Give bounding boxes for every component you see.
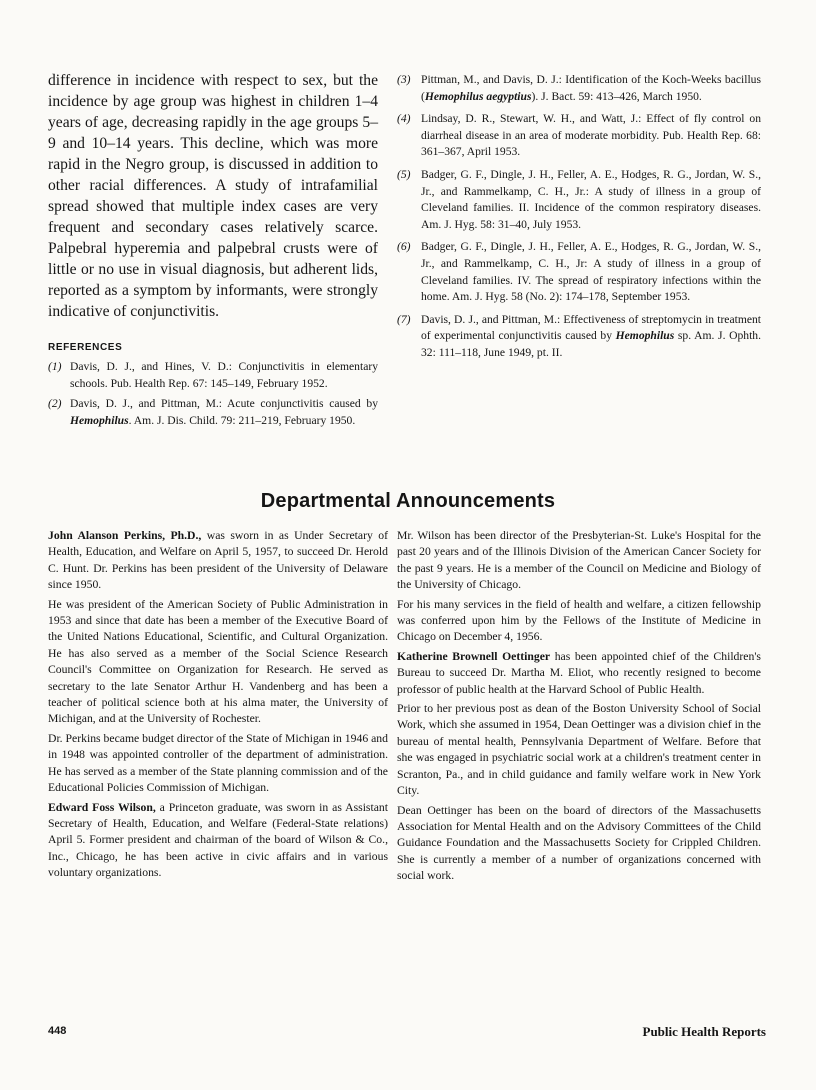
- reference-item: [397, 111, 761, 161]
- announcement-person-name: John Alanson Perkins, Ph.D.,: [48, 529, 202, 542]
- reference-text: [421, 167, 761, 233]
- top-left-column: [48, 70, 378, 433]
- reference-citation-end: ). J. Bact. 59: 413–426, March 1950.: [531, 89, 702, 103]
- journal-name: Public Health Reports: [642, 1024, 766, 1039]
- reference-item: [397, 239, 761, 305]
- reference-organism-name: Hemophilus aegyptius: [424, 89, 532, 103]
- announcements-right-column: [397, 528, 761, 888]
- reference-number: (5): [397, 167, 411, 181]
- reference-text: [70, 359, 378, 392]
- page-number: 448: [48, 1025, 67, 1037]
- announcement-paragraph: [48, 800, 388, 882]
- announcement-text: Mr. Wilson has been director of the Presbyterian-St. Luke's Hospital for the past 20 years and of the Illinois Division of the American Cancer Society for the past 9 years. He is a member of the Council on Medicine and Biology of the University of Chicago.: [397, 529, 761, 592]
- announcement-paragraph: [48, 528, 388, 594]
- announcement-paragraph: [397, 528, 761, 594]
- abstract-paragraph: difference in incidence with respect to sex, but the incidence by age group was highest in children 1–4 years of age, decreasing rapidly in the age groups 5–9 and 10–14 years. This decline, which was more rapid in the Negro group, is discussed in addition to other racial differences. A study of intrafamilial spread showed that multiple index cases are very frequent and secondary cases relatively scarce. Palpebral hyperemia and palpebral crusts were of little or no use in visual diagnosis, but adherent lids, reported as a symptom by informants, were strongly indicative of conjunctivitis.: [48, 72, 378, 320]
- announcement-paragraph: [48, 731, 388, 797]
- reference-number: (1): [48, 360, 62, 373]
- announcement-person-name: Edward Foss Wilson,: [48, 800, 156, 814]
- announcement-text: Dean Oettinger has been on the board of directors of the Massachusetts Association for Mental Health and on the Advisory Committees of the Child Guidance Foundation and the Massachusetts Society for Crippled Children. She is currently a member of a number of organizations concerned with social work.: [397, 803, 761, 883]
- reference-citation: Davis, D. J., and Pittman, M.: Acute conjunctivitis caused by: [70, 397, 378, 411]
- reference-organism-name: Hemophilus: [615, 329, 675, 343]
- reference-citation: Pittman, M., and Davis, D. J.: Identification of the Koch-Weeks bacillus (: [421, 73, 761, 103]
- reference-number: (7): [397, 312, 411, 326]
- announcement-paragraph: [397, 597, 761, 646]
- reference-number: (4): [397, 112, 411, 126]
- reference-text: [421, 239, 761, 305]
- reference-citation: Davis, D. J., and Hines, V. D.: Conjunctivitis in elementary schools. Pub. Health Rep. 67: 145–149, February 1952.: [70, 360, 378, 390]
- reference-citation-end: . Am. J. Dis. Child. 79: 211–219, February 1950.: [128, 413, 356, 427]
- references-list-left: [48, 359, 378, 429]
- announcements-left-column: [48, 528, 388, 885]
- reference-citation: Davis, D. J., and Pittman, M.: Effectiveness of streptomycin in treatment of experimental conjunctivitis caused by: [421, 312, 761, 343]
- announcement-paragraph: [397, 803, 761, 885]
- announcement-text: He was president of the American Society of Public Administration in 1953 and since that date has been a member of the Executive Board of the United Nations Educational, Scientific, and Cultural Organization. He has also served as a member of the Social Science Research Council's Committee on Organization for Research. He served as secretary to the late Senator Arthur H. Vandenberg and has been a teacher of political science both at his alma mater, the University of Michigan, and at the University of Rochester.: [48, 597, 388, 726]
- reference-number: (2): [48, 397, 62, 411]
- reference-citation-end: sp. Am. J. Ophth. 32: 111–118, June 1949, pt. II.: [421, 329, 761, 359]
- announcement-person-name: Katherine Brownell Oettinger: [397, 649, 551, 663]
- reference-item: [397, 167, 761, 233]
- reference-text: [421, 111, 761, 161]
- announcement-text: a Princeton graduate, was sworn in as Assistant Secretary of Health, Education, and Welfare (Federal-State relations) April 5. Former president and chairman of the board of Wilson & Co., Inc., Chicago, he has been active in civic affairs and in various voluntary organizations.: [48, 800, 389, 880]
- reference-item: [48, 359, 378, 392]
- announcements-title: Departmental Announcements: [260, 490, 556, 512]
- announcement-paragraph: [48, 597, 388, 728]
- references-list-right: [397, 72, 761, 362]
- reference-citation: Lindsay, D. R., Stewart, W. H., and Watt, J.: Effect of fly control on diarrheal disease in an area of moderate morbidity. Pub. Health Rep. 68: 361–367, April 1953.: [421, 112, 761, 159]
- announcement-text: Prior to her previous post as dean of the Boston University School of Social Work, which she assumed in 1954, Dean Oettinger was a division chief in the bureau of mental health, Pennsylvania Department of Welfare. Before that she was engaged in psychiatric social work at a children's treatment center in Scranton, Pa., and in child guidance and family welfare work in New York City.: [397, 702, 761, 798]
- reference-number: (6): [397, 240, 411, 254]
- announcement-paragraph: [397, 649, 761, 698]
- reference-item: [48, 396, 378, 429]
- announcement-text: was sworn in as Under Secretary of Health, Education, and Welfare on April 5, 1957, to succeed Dr. Herold C. Hunt. Dr. Perkins has been president of the University of Delaware since 1950.: [48, 529, 389, 592]
- references-heading: REFERENCES: [48, 342, 123, 353]
- reference-organism-name: Hemophilus: [70, 413, 129, 427]
- reference-item: [397, 312, 761, 362]
- announcement-text: Dr. Perkins became budget director of the State of Michigan in 1946 and in 1948 was appointed controller of the department of administration. He has served as a member of the State planning commission and of the Educational Policies Commission of Michigan.: [48, 731, 388, 795]
- reference-text: [70, 396, 378, 429]
- reference-citation: Badger, G. F., Dingle, J. H., Feller, A. E., Hodges, R. G., Jordan, W. S., Jr., and Rammelkamp, C. H., Jr: A study of illness in a group of Cleveland families. IV. The spread of respiratory infections within the home. Am. J. Hyg. 58 (No. 2): 174–178, September 1953.: [421, 240, 761, 304]
- reference-item: [397, 72, 761, 105]
- reference-citation: Badger, G. F., Dingle, J. H., Feller, A. E., Hodges, R. G., Jordan, W. S., Jr., and Rammelkamp, C. H., Jr.: A study of illness in a group of Cleveland families. II. Incidence of the common respiratory diseases. Am. J. Hyg. 58: 31–40, July 1953.: [421, 167, 761, 231]
- top-right-column: [397, 72, 761, 368]
- announcement-paragraph: [397, 701, 761, 799]
- announcement-text: For his many services in the field of health and welfare, a citizen fellowship was conferred upon him by the Fellows of the Institute of Medicine in Chicago on December 4, 1956.: [397, 597, 761, 644]
- reference-number: (3): [397, 73, 411, 86]
- reference-text: [421, 72, 761, 105]
- announcement-text: has been appointed chief of the Children's Bureau to succeed Dr. Martha M. Eliot, who recently resigned to become professor of public health at the Harvard School of Public Health.: [397, 649, 761, 696]
- reference-text: [421, 312, 761, 362]
